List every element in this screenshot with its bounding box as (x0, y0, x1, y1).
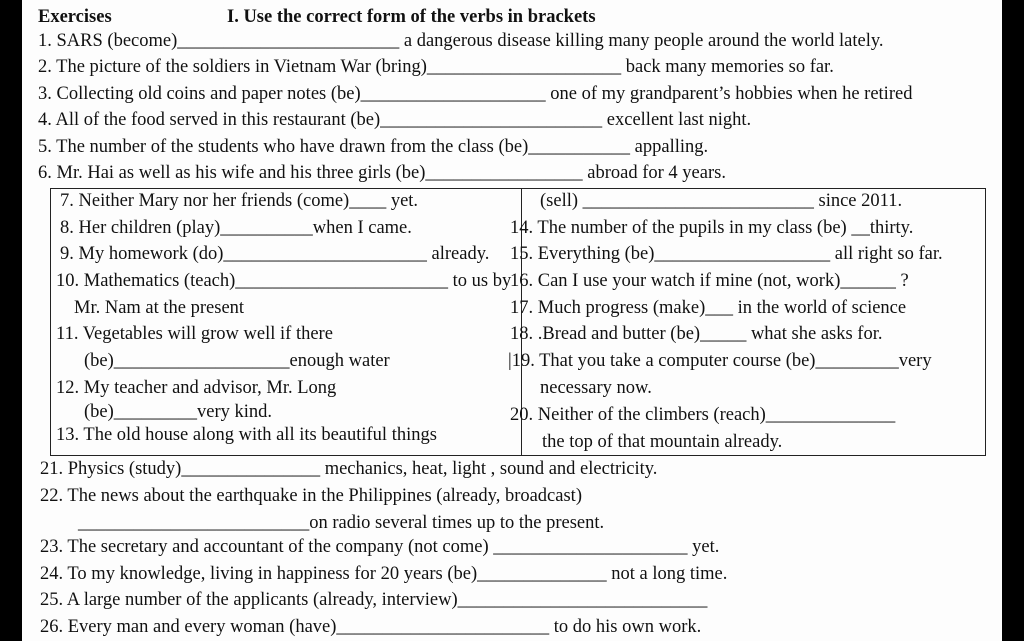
box-left-line: 10. Mathematics (teach)_______________________ to us by (56, 271, 512, 291)
exercise-title: I. Use the correct form of the verbs in brackets (227, 7, 596, 27)
exercise-line: 6. Mr. Hai as well as his wife and his three girls (be)_________________ abroad for 4 years. (38, 163, 726, 183)
exercise-line: 4. All of the food served in this restaurant (be)________________________ excellent last night. (38, 110, 752, 130)
exercise-line: 23. The secretary and accountant of the company (not come) _____________________ yet. (40, 537, 720, 557)
box-left-line: (be)___________________enough water (84, 351, 390, 371)
box-right-line: 20. Neither of the climbers (reach)______________ (510, 405, 896, 425)
box-left-line: 13. The old house along with all its beautiful things (56, 425, 437, 445)
exercise-line: 2. The picture of the soldiers in Vietnam War (bring)_____________________ back many memories so far. (38, 57, 834, 77)
box-right-line: 17. Much progress (make)___ in the world of science (510, 298, 907, 318)
box-right-line: 15. Everything (be)___________________ all right so far. (510, 244, 943, 264)
exercise-line: 3. Collecting old coins and paper notes (be)____________________ one of my grandparent’s hobbies when he retired (38, 84, 913, 104)
box-left-line: Mr. Nam at the present (74, 298, 245, 318)
box-left-line: 8. Her children (play)__________when I came. (60, 218, 412, 238)
section-label: Exercises (38, 7, 112, 27)
exercise-line: _________________________on radio several times up to the present. (78, 513, 605, 533)
worksheet-page (22, 0, 1002, 641)
box-right-line: the top of that mountain already. (542, 432, 783, 452)
box-right-line: 18. .Bread and butter (be)_____ what she asks for. (510, 324, 883, 344)
box-right-line: 14. The number of the pupils in my class (be) __thirty. (510, 218, 914, 238)
exercise-line: 1. SARS (become)________________________ a dangerous disease killing many people around the world lately. (38, 31, 884, 51)
box-left-line: 9. My homework (do)______________________ already. (60, 244, 490, 264)
box-left-line: 11. Vegetables will grow well if there (56, 324, 333, 344)
box-right-line: necessary now. (540, 378, 652, 398)
exercise-line: 25. A large number of the applicants (already, interview)___________________________ (40, 590, 708, 610)
box-right-line: |19. That you take a computer course (be)_________very (508, 351, 932, 371)
exercise-line: 21. Physics (study)_______________ mechanics, heat, light , sound and electricity. (40, 459, 658, 479)
box-left-line: 12. My teacher and advisor, Mr. Long (56, 378, 337, 398)
exercise-line: 5. The number of the students who have drawn from the class (be)___________ appalling. (38, 137, 709, 157)
exercise-line: 22. The news about the earthquake in the Philippines (already, broadcast) (40, 486, 582, 506)
box-left-line: (be)_________very kind. (84, 402, 273, 422)
exercise-line: 26. Every man and every woman (have)_______________________ to do his own work. (40, 617, 702, 637)
box-right-line: 16. Can I use your watch if mine (not, work)______ ? (510, 271, 909, 291)
box-left-line: 7. Neither Mary nor her friends (come)____ yet. (60, 191, 419, 211)
box-right-line: (sell) _________________________ since 2011. (540, 191, 903, 211)
exercise-line: 24. To my knowledge, living in happiness for 20 years (be)______________ not a long time. (40, 564, 728, 584)
